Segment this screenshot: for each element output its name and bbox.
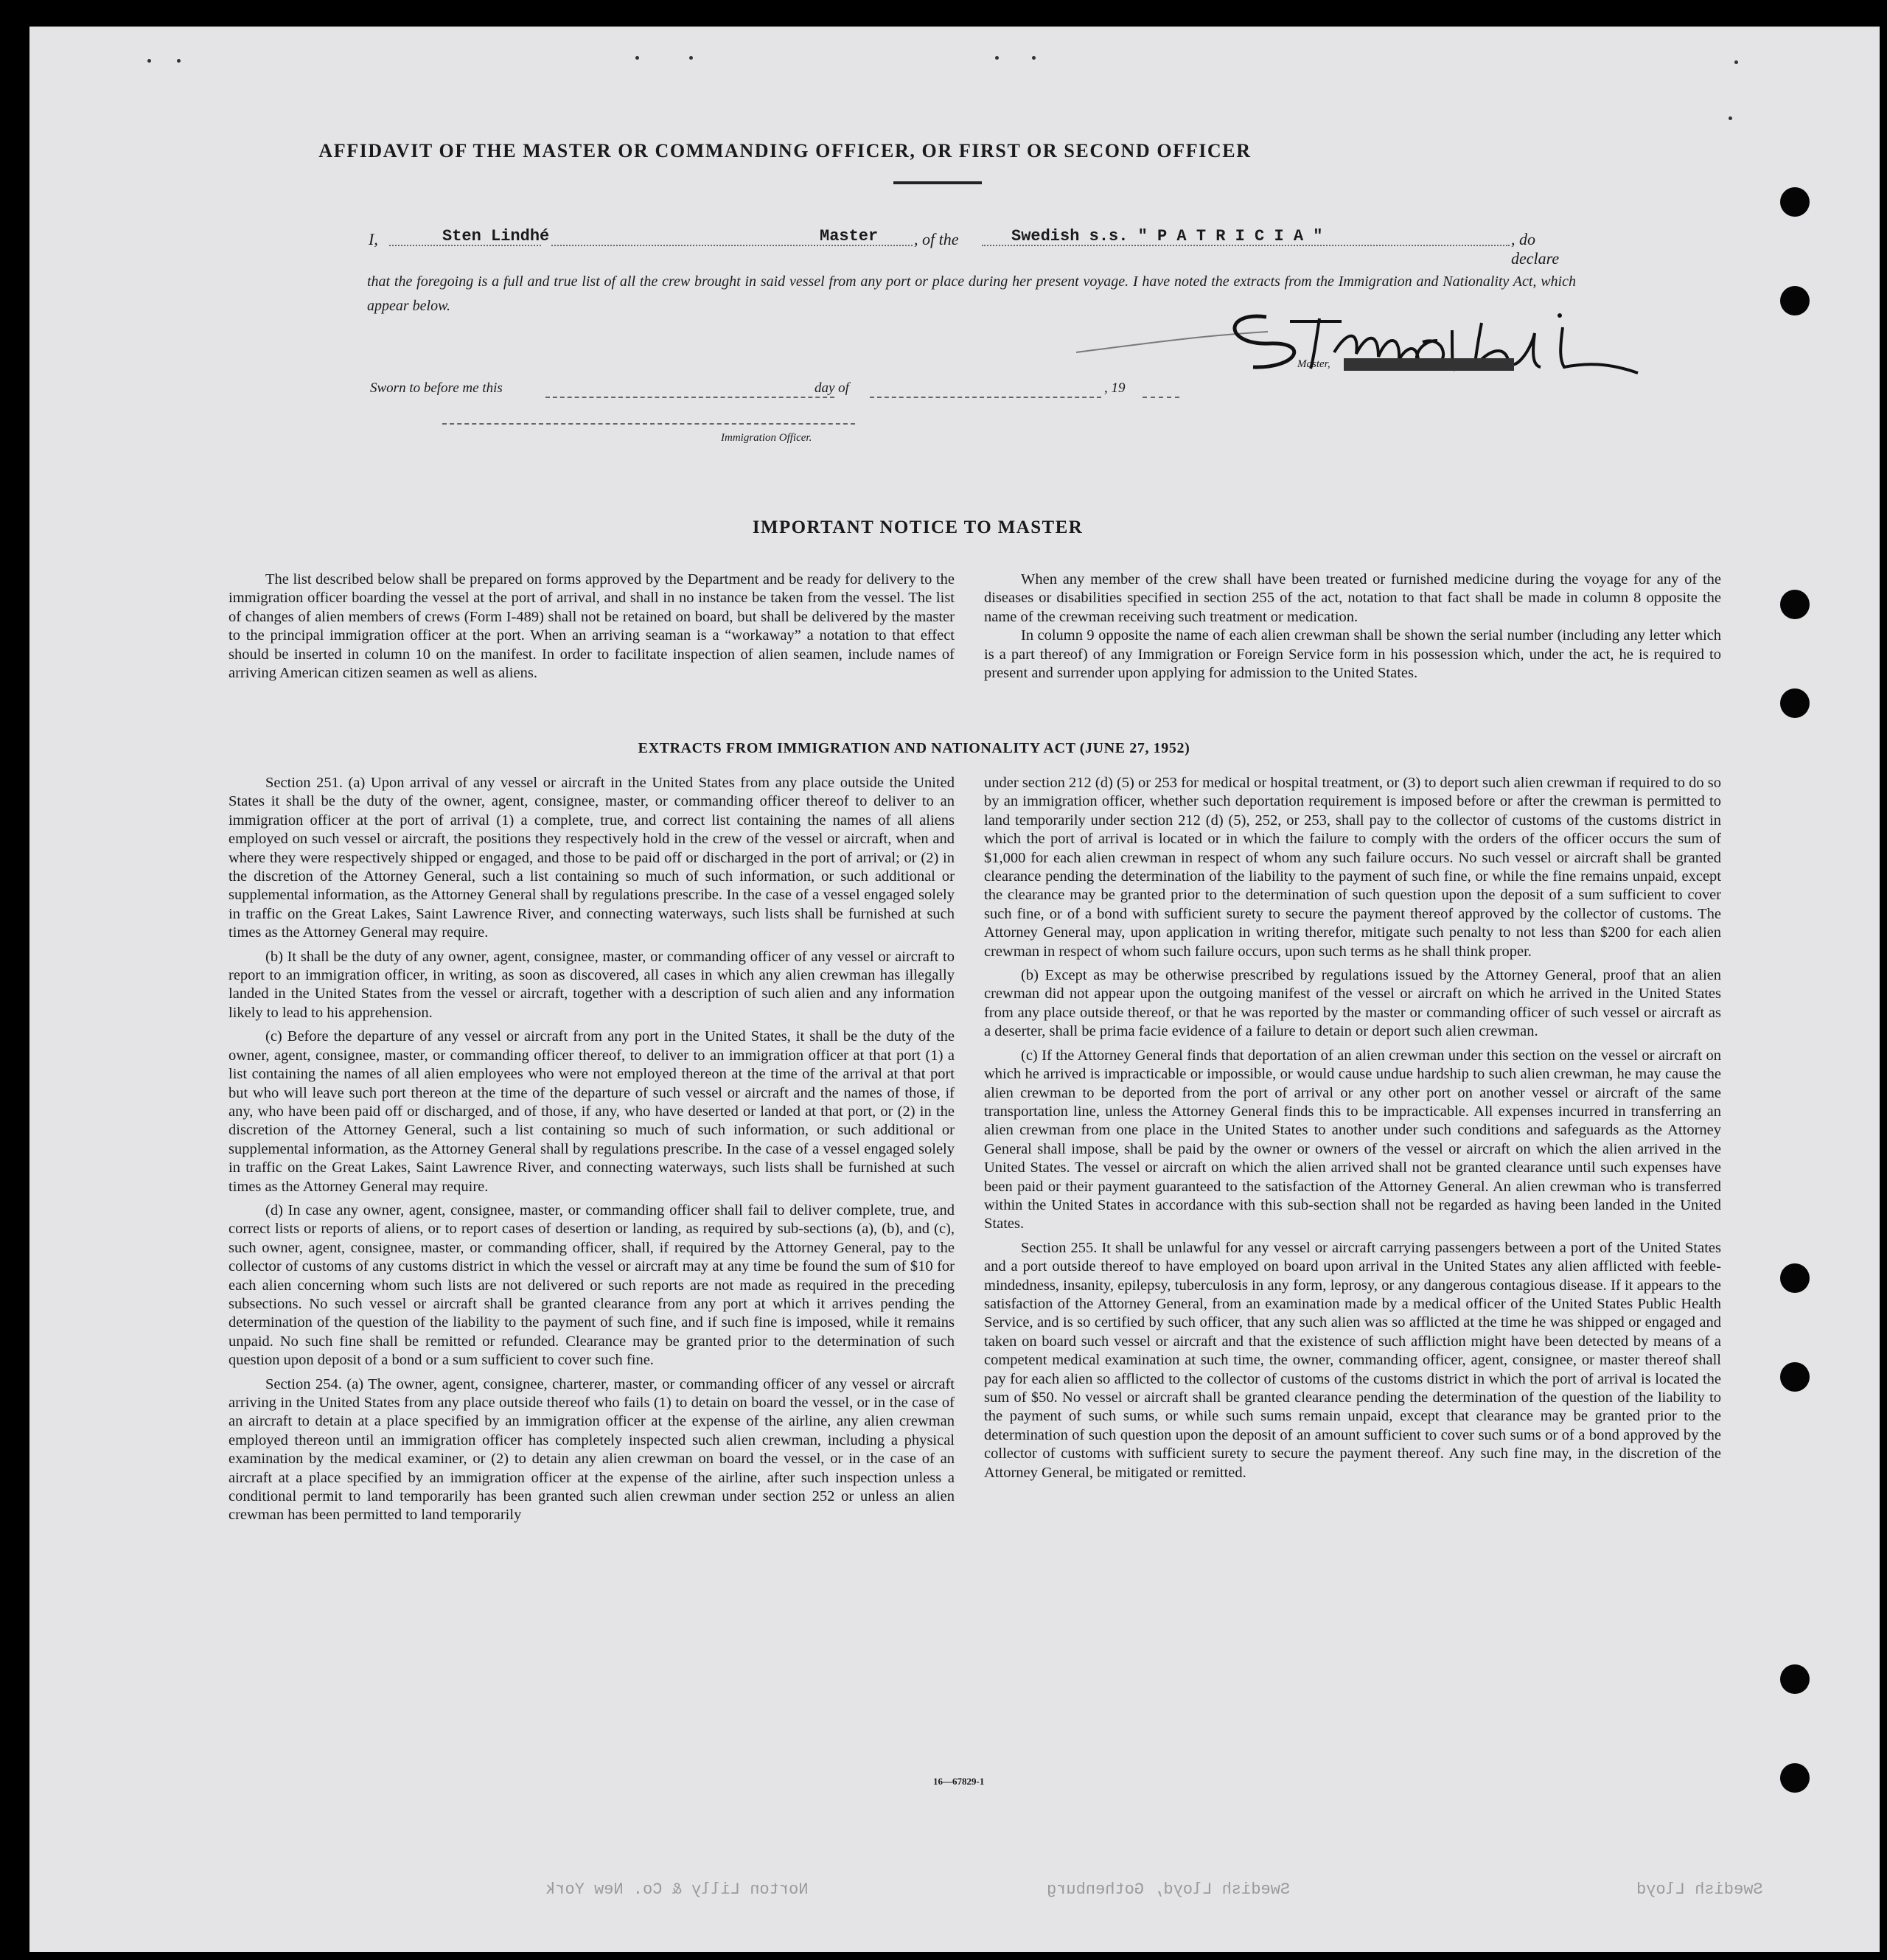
notice-left-column <box>229 571 955 683</box>
bleed-through-text: Swedish Lloyd <box>1636 1880 1763 1899</box>
master-label: Master, <box>1297 358 1330 370</box>
immigration-officer-line <box>442 423 855 425</box>
print-speck <box>1734 60 1738 64</box>
punch-hole <box>1780 1362 1810 1392</box>
punch-hole <box>1780 1664 1810 1694</box>
declaration-line <box>369 220 1585 268</box>
form-number: 16—67829-1 <box>933 1776 985 1787</box>
section-251-b: (b) It shall be the duty of any owner, agent, consignee, master, or commanding officer of any vessel or aircraft to report to an immigration officer, in writing, as soon as discovered, all cases in which any alien crewman has illegally landed in the United States from the vessel or aircraft, together with a description of such alien and any information likely to lead to his apprehension. <box>229 948 955 1021</box>
print-speck <box>177 59 181 63</box>
affidavit-title: AFFIDAVIT OF THE MASTER OR COMMANDING OFFICER, OR FIRST OR SECOND OFFICER <box>318 140 1252 161</box>
vessel-fill-line <box>982 245 1510 246</box>
year-line <box>1143 397 1179 398</box>
year-prefix: , 19 <box>1104 380 1126 396</box>
punch-hole <box>1780 688 1810 718</box>
master-rank: Master <box>820 227 879 245</box>
vessel-name: Swedish s.s. " P A T R I C I A " <box>1011 227 1323 245</box>
print-speck <box>1729 116 1732 120</box>
print-speck <box>635 56 639 60</box>
declaration-statement: that the foregoing is a full and true list of all the crew brought in said vessel from any port or place during her present voyage. I have noted the extracts from the Immigration and Nationality Act, which appear below. <box>367 273 1576 314</box>
rank-fill-line <box>551 245 913 246</box>
sworn-prefix: Sworn to before me this <box>370 380 503 396</box>
print-speck <box>689 56 693 60</box>
punch-hole <box>1780 286 1810 315</box>
month-line <box>870 397 1101 398</box>
declaration-i: I, <box>369 230 378 248</box>
section-254-b: (b) Except as may be otherwise prescribed by regulations issued by the Attorney General, proof that an alien crewman did not appear upon the outgoing manifest of the vessel or aircraft on which he arrived in the United States from any place outside thereof, or that he was reported by the master or commanding officer of such vessel or aircraft as a deserter, shall be prima facie evidence of a failure to detain or deport such alien crewman. <box>984 967 1721 1040</box>
section-251-a: Section 251. (a) Upon arrival of any vessel or aircraft in the United States from any place outside the United States it shall be the duty of the owner, agent, consignee, master, or commanding officer thereof to deliver to an immigration officer at the port of arrival (1) a complete, true, and correct list containing the names of all aliens employed on such vessel or aircraft, the positions they respectively hold in the crew of the vessel or aircraft, when and where they were respectively shipped or engaged, and those to be paid off or discharged in the port of arrival; or (2) in the discretion of the Attorney General, such a list containing so much of such information, or such additional or supplemental information, as the Attorney General shall by regulations prescribe. In the case of a vessel engaged solely in traffic on the Great Lakes, Saint Lawrence River, and connecting waterways, such lists shall be furnished at such times as the Attorney General may require. <box>229 775 955 941</box>
title-underline <box>893 181 982 184</box>
notice-right-column <box>984 571 1721 683</box>
print-speck <box>995 56 999 60</box>
day-of-label: day of <box>815 380 849 396</box>
section-251-c: (c) Before the departure of any vessel or aircraft from any port in the United States, it shall be the duty of the owner, agent, consignee, master, or commanding officer thereof, to deliver to an immigration officer at that port (1) a list containing the names of all alien employees who were not employed thereon at the time of the arrival at that port but who will leave such port thereon at the time of the departure of such vessel or aircraft and the names of those, if any, who have been paid off or discharged, and of those, if any, who have deserted or landed at that port, or (2) in the discretion of the Attorney General, such a list containing so much of such information, or such additional or supplemental information, as the Attorney General shall by regulations prescribe. In the case of a vessel engaged solely in traffic on the Great Lakes, Saint Lawrence River, and connecting waterways, such lists shall be furnished at such times as the Attorney General may require. <box>229 1028 955 1195</box>
print-speck <box>1032 56 1036 60</box>
punch-hole <box>1780 1263 1810 1293</box>
bleed-through-text: Swedish Lloyd, Gothenburg <box>1047 1880 1291 1899</box>
punch-hole <box>1780 1763 1810 1793</box>
punch-hole <box>1780 590 1810 619</box>
document-page <box>29 27 1880 1952</box>
do-declare-text: , do declare <box>1511 230 1560 268</box>
notice-paragraph: The list described below shall be prepared on forms approved by the Department and be ready for delivery to the immigration officer boarding the vessel at the port of arrival, and shall in no instance be taken from the vessel. The list of changes of alien members of crews (Form I-489) shall not be retained on board, but shall be delivered by the master to the principal immigration officer at the port. When an arriving seaman is a “workaway” a notation to that effect should be inserted in column 10 on the manifest. In order to facilitate inspection of alien seamen, include names of arriving American citizen seamen as well as aliens. <box>229 571 955 682</box>
print-speck <box>147 59 151 63</box>
master-name: Sten Lindhé <box>442 227 550 245</box>
section-254-a: Section 254. (a) The owner, agent, consignee, charterer, master, or commanding officer of any vessel or aircraft arriving in the United States from any place outside thereof who fails (1) to detain on board the vessel, or in the case of an aircraft to detain at a place specified by an immigration officer at the expense of the airline, any alien crewman employed thereon until an immigration officer has completely inspected such alien crewman, including a physical examination by the medical examiner, or (2) to detain any alien crewman on board the vessel, or in the case of an aircraft at a place specified by an immigration officer at the expense of the airline, after such inspection unless a conditional permit to land temporarily has been granted such alien crewman under section 252 or unless an alien crewman has been permitted to land temporarily <box>229 1375 955 1524</box>
section-254-c: (c) If the Attorney General finds that deportation of an alien crewman under this section on the vessel or aircraft on which he arrived is impracticable or impossible, or would cause undue hardship to such alien crewman, he may cause the alien crewman to be deported from the port of arrival or any other port on another vessel or aircraft of the same transportation line, unless the Attorney General finds this to be impracticable. All expenses incurred in transferring an alien crewman from one place in the United States to another under such conditions and safeguards as the Attorney General shall impose, shall be paid by the owner or owners of the vessel or aircraft on which the alien arrived in the United States. The vessel or aircraft on which the alien arrived shall not be granted clearance until such expenses have been paid or their payment guaranteed to the satisfaction of the Attorney General. An alien crewman who is transferred within the United States in accordance with this sub-section shall not be regarded as having been landed in the United States. <box>984 1047 1721 1232</box>
section-255: Section 255. It shall be unlawful for any vessel or aircraft carrying passengers between a port of the United States and a port outside thereof to have employed on board upon arrival in the United States any alien afflicted with feeble-mindedness, insanity, epilepsy, tuberculosis in any form, leprosy, or any dangerous contagious disease. If it appears to the satisfaction of the Attorney General, from an examination made by a medical officer of the United States Public Health Service, and is so certified by such officer, that any such alien was so afflicted at the time he was shipped or engaged and taken on board such vessel or aircraft and that the existence of such affliction might have been detected by means of a competent medical examination at such time, the owner, commanding officer, agent, consignee, or master thereof shall pay for each alien so afflicted to the collector of customs of the customs district in which the port of arrival is located the sum of $50. No vessel or aircraft shall be granted clearance pending the determination of the question of the liability to the payment of such sums, or while such sums remain unpaid, except that clearance may be granted prior to the determination of such question upon the deposit of an amount sufficient to cover such sums or of a bond approved by the collector of customs with sufficient surety to secure the payment thereof. Any such fine may, in the discretion of the Attorney General, be mitigated or remitted. <box>984 1239 1721 1481</box>
extracts-heading: EXTRACTS FROM IMMIGRATION AND NATIONALITY ACT (JUNE 27, 1952) <box>638 740 1190 756</box>
section-254-a-cont: under section 212 (d) (5) or 253 for medical or hospital treatment, or (3) to deport such alien crewman if required to do so by an immigration officer, whether such deportation requirement is imposed before or after the crewman is permitted to land temporarily under section 212 (d) (5), 252, or 253, shall pay to the collector of customs of the customs district in which the port of arrival is located or in which the failure to comply with the orders of the officer occurs the sum of $1,000 for each alien crewman in respect of whom any such failure occurs. No such vessel or aircraft shall be granted clearance pending the determination of the liability to the payment of such fine, or while the fine remains unpaid, except the clearance may be granted prior to the determination of such question upon the deposit of a sum sufficient to cover such fine, or of a bond with sufficient surety to secure the payment thereof approved by the collector of customs. The Attorney General may, upon application in writing therefor, mitigate such penalty to not less than $200 for each alien crewman in respect of whom such failure occurs, upon such terms as he shall think proper. <box>984 775 1721 960</box>
notice-paragraph: In column 9 opposite the name of each alien crewman shall be shown the serial number (including any letter which is a part thereof) of any Immigration or Foreign Service form in his possession which, under the act, he is required to present and surrender upon applying for admission to the United States. <box>984 627 1721 682</box>
punch-hole <box>1780 187 1810 217</box>
bleed-through-text: Norton Lilly & Co. New York <box>545 1880 809 1899</box>
extracts-right-column <box>984 774 1721 1488</box>
of-the-text: , of the <box>914 230 959 248</box>
immigration-officer-label: Immigration Officer. <box>721 432 812 444</box>
struck-officer-label: FIRST OR SECOND OFFICER <box>1344 358 1514 370</box>
name-fill-line <box>389 245 541 246</box>
notice-paragraph: When any member of the crew shall have been treated or furnished medicine during the voyage for any of the diseases or disabilities specified in section 255 of the act, notation to that fact shall be made in column 8 opposite the name of the crewman receiving such treatment or medication. <box>984 571 1721 625</box>
sworn-date-line <box>545 397 834 398</box>
notice-heading: IMPORTANT NOTICE TO MASTER <box>752 517 1084 537</box>
extracts-left-column <box>229 774 955 1530</box>
section-251-d: (d) In case any owner, agent, consignee, master, or commanding officer shall fail to deliver complete, true, and correct lists or reports of aliens, or to report cases of desertion or landing, as required by sub-sections (a), (b), and (c), such owner, agent, consignee, master, or commanding officer, shall, if required by the Attorney General, pay to the collector of customs of any customs district in which the vessel or aircraft may at any time be found the sum of $10 for each alien concerning whom such lists are not delivered or such reports are not made as required in the preceding subsections. No such vessel or aircraft shall be granted clearance from any port at which it arrives pending the determination of the question of the liability to the payment of such fine, and if such fine is imposed, while it remains unpaid. No such fine shall be remitted or refunded. Clearance may be granted prior to the determination of such question upon deposit of a bond or a sum sufficient to cover such fine. <box>229 1202 955 1369</box>
